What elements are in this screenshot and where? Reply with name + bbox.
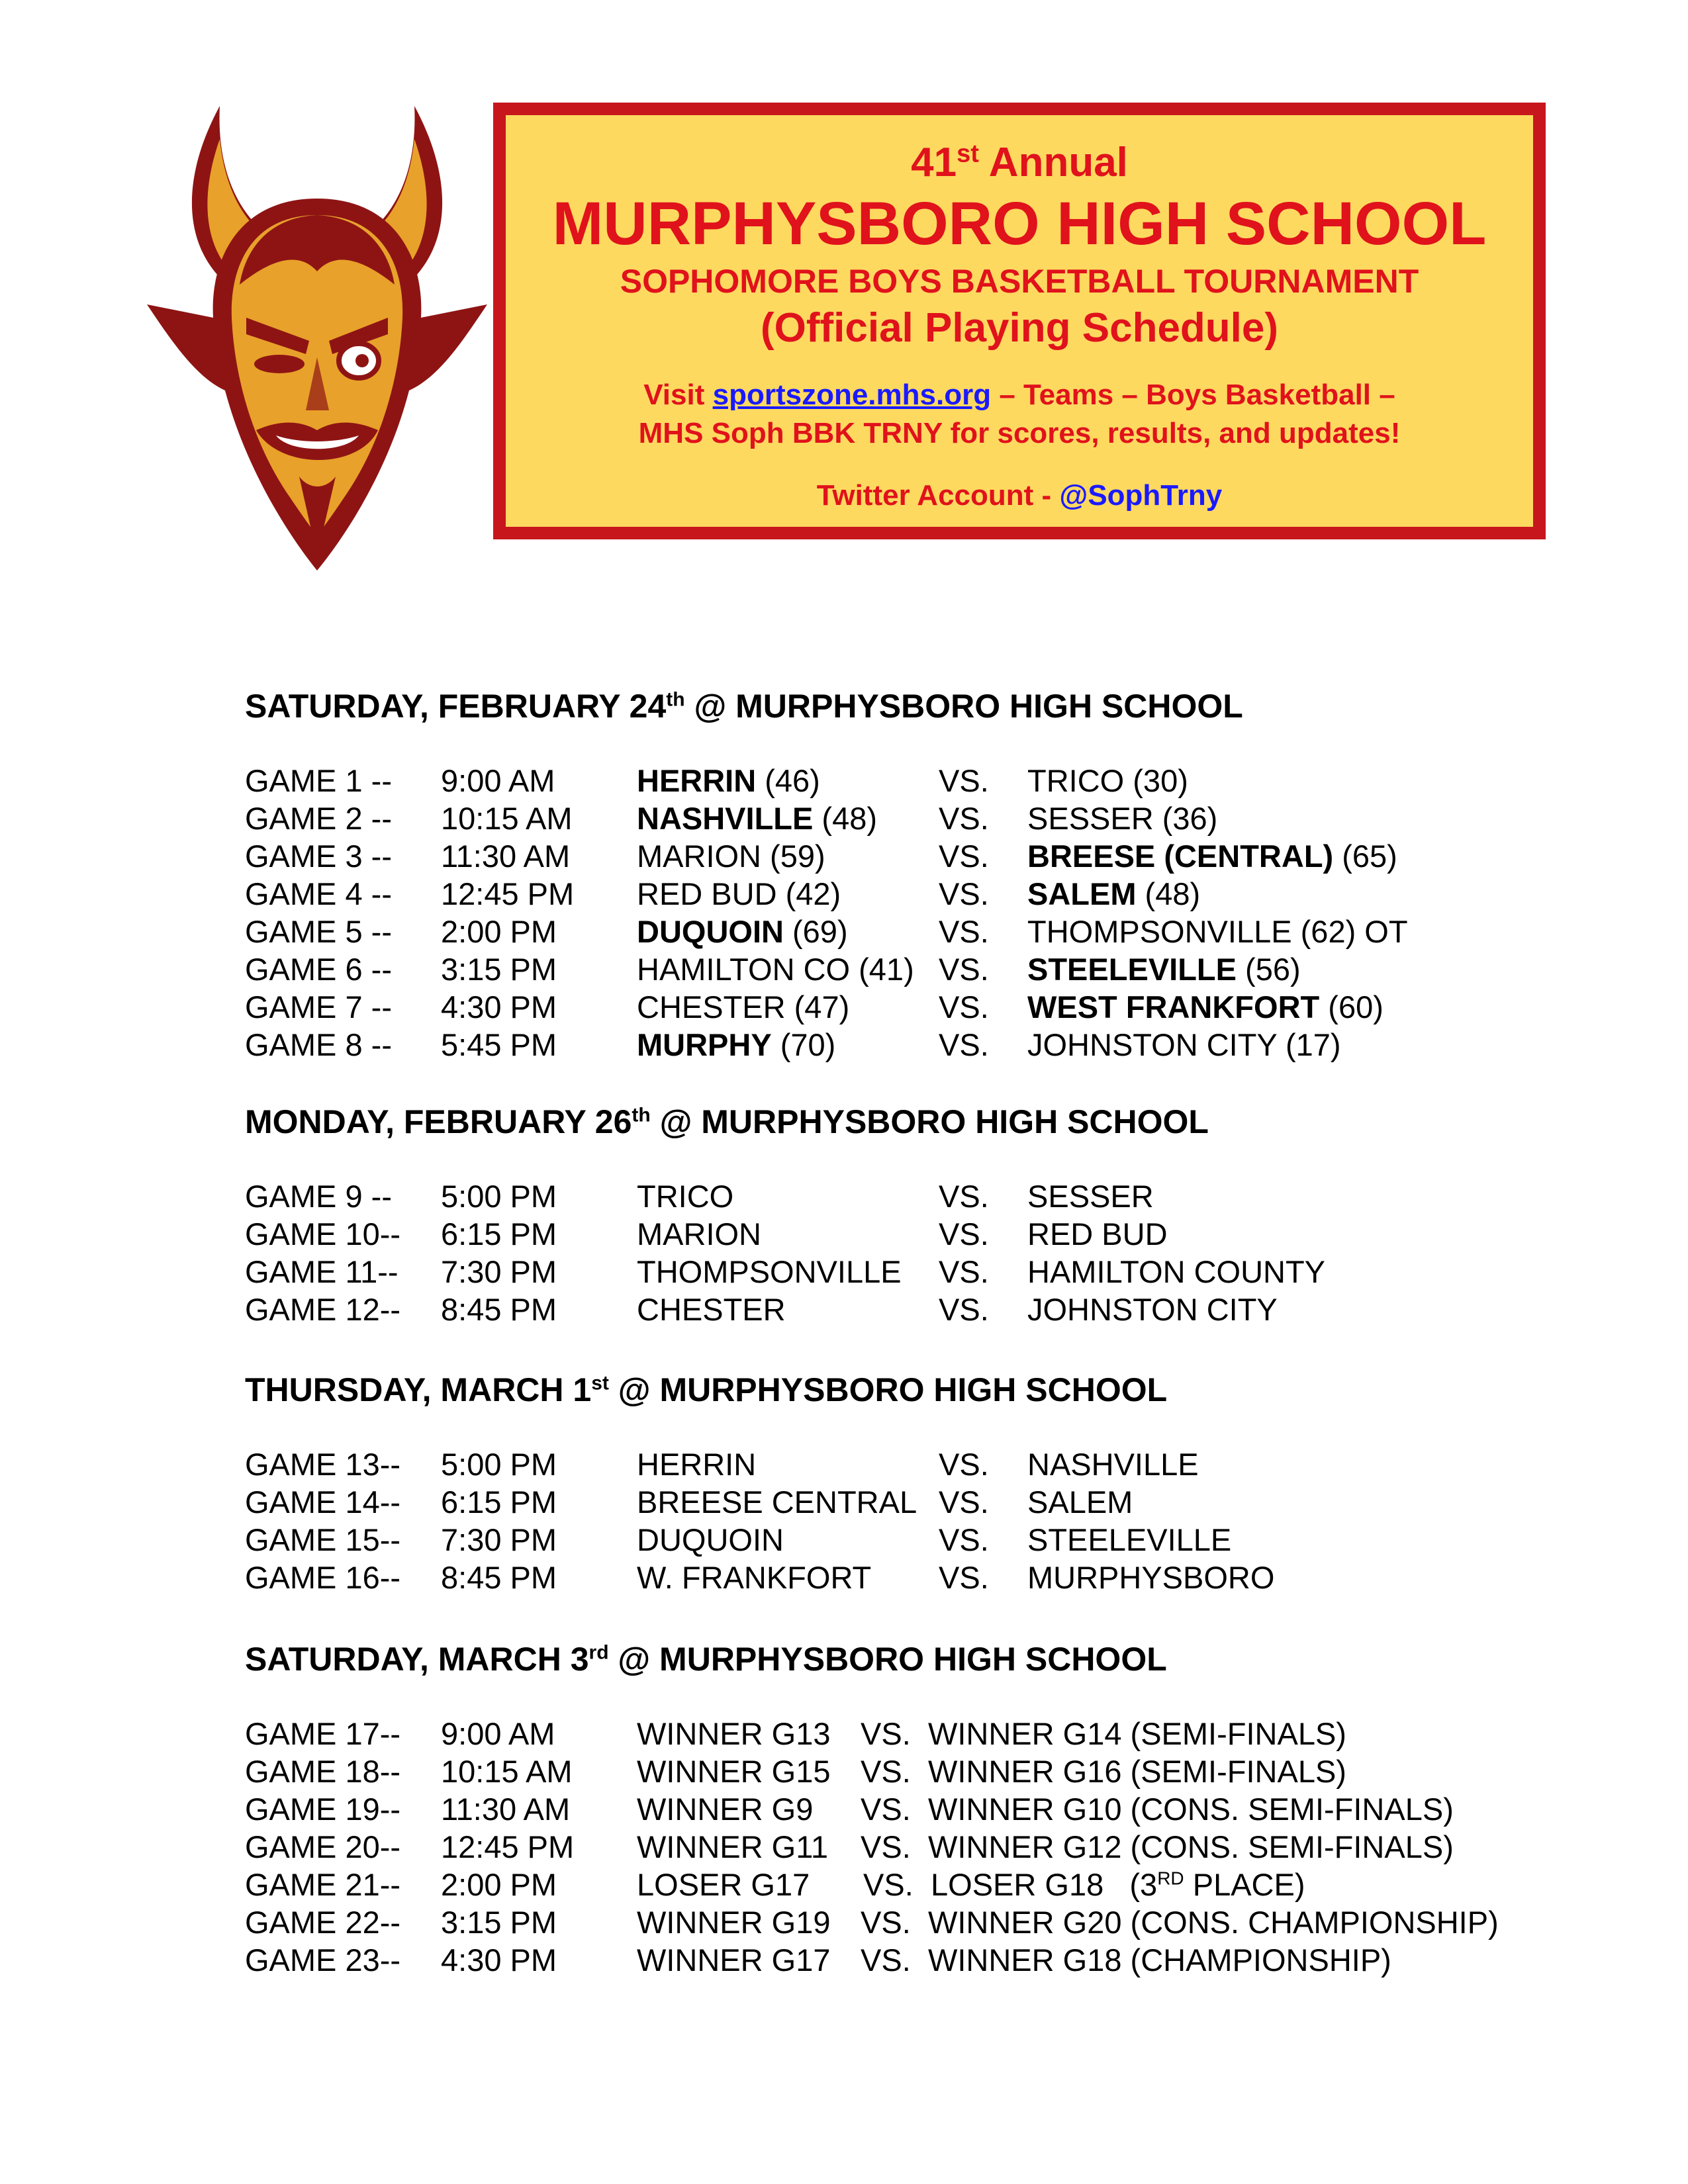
heading-venue: @ MURPHYSBORO HIGH SCHOOL bbox=[684, 688, 1243, 725]
home-score: (70) bbox=[771, 1027, 836, 1062]
home-team bbox=[637, 1715, 831, 1752]
away-team-name: STEELEVILLE bbox=[1027, 952, 1237, 987]
game-number: GAME 10-- bbox=[245, 1216, 401, 1251]
home-team bbox=[637, 988, 849, 1026]
away-team bbox=[1027, 762, 1188, 799]
away-team-name: JOHNSTON CITY bbox=[1027, 1027, 1277, 1062]
home-team-name: DUQUOIN bbox=[637, 914, 784, 949]
versus-label: VS. bbox=[861, 1792, 911, 1827]
game-time: 5:00 PM bbox=[441, 1179, 557, 1214]
home-team bbox=[637, 837, 825, 875]
home-team-name: RED BUD bbox=[637, 876, 777, 911]
away-score: (65) bbox=[1333, 839, 1397, 874]
home-team bbox=[637, 762, 820, 799]
away-team bbox=[1027, 1253, 1325, 1291]
home-team-name: HERRIN bbox=[637, 1447, 757, 1482]
home-team bbox=[637, 1177, 733, 1215]
home-team-name: DUQUOIN bbox=[637, 1522, 784, 1557]
section-heading bbox=[245, 1102, 1569, 1142]
home-team bbox=[637, 875, 841, 913]
home-team-name: WINNER G13 bbox=[637, 1716, 831, 1751]
game-row bbox=[245, 1483, 1569, 1521]
away-team bbox=[928, 1790, 1454, 1828]
away-team bbox=[931, 1866, 1305, 1903]
away-team-name: HAMILTON COUNTY bbox=[1027, 1254, 1326, 1289]
home-score: (42) bbox=[776, 876, 841, 911]
home-team-name: HAMILTON CO bbox=[637, 952, 851, 987]
game-row bbox=[245, 1291, 1569, 1328]
game-number: GAME 18-- bbox=[245, 1754, 401, 1789]
game-time: 2:00 PM bbox=[441, 1867, 557, 1902]
home-team-name: WINNER G15 bbox=[637, 1754, 831, 1789]
game-row bbox=[245, 837, 1569, 875]
section-mar-3 bbox=[245, 1639, 1569, 1979]
away-team-name: SESSER bbox=[1027, 1179, 1154, 1214]
away-score: (30) bbox=[1124, 763, 1188, 798]
home-team-name: W. FRANKFORT bbox=[637, 1560, 872, 1595]
home-team bbox=[637, 1521, 784, 1559]
game-time: 5:45 PM bbox=[441, 1027, 557, 1062]
game-number: GAME 22-- bbox=[245, 1905, 401, 1940]
game-row bbox=[245, 1559, 1569, 1596]
home-team bbox=[637, 1026, 835, 1064]
school-name: MURPHYSBORO HIGH SCHOOL bbox=[552, 190, 1487, 257]
game-row bbox=[245, 1903, 1569, 1941]
away-team bbox=[1027, 1559, 1274, 1596]
game-row bbox=[245, 950, 1569, 988]
heading-venue: @ MURPHYSBORO HIGH SCHOOL bbox=[650, 1103, 1209, 1140]
game-number: GAME 16-- bbox=[245, 1560, 401, 1595]
home-team-name: NASHVILLE bbox=[637, 801, 814, 836]
home-team-name: HERRIN bbox=[637, 763, 757, 798]
game-number: GAME 23-- bbox=[245, 1942, 401, 1978]
game-time: 8:45 PM bbox=[441, 1292, 557, 1327]
home-team-name: THOMPSONVILLE bbox=[637, 1254, 902, 1289]
heading-venue: @ MURPHYSBORO HIGH SCHOOL bbox=[608, 1371, 1168, 1408]
away-team bbox=[1027, 1177, 1154, 1215]
game-list bbox=[245, 1177, 1569, 1328]
versus-label: VS. bbox=[939, 839, 989, 874]
game-time: 11:30 AM bbox=[441, 839, 571, 874]
game-number: GAME 12-- bbox=[245, 1292, 401, 1327]
home-team bbox=[637, 913, 848, 950]
game-row bbox=[245, 1253, 1569, 1291]
away-team bbox=[1027, 1445, 1199, 1483]
game-number: GAME 14-- bbox=[245, 1484, 401, 1520]
away-team-name: SESSER bbox=[1027, 801, 1154, 836]
home-team-name: LOSER G17 bbox=[637, 1867, 810, 1902]
game-number: GAME 21-- bbox=[245, 1867, 401, 1902]
twitter-handle[interactable]: @SophTrny bbox=[1059, 479, 1223, 512]
home-team bbox=[637, 1866, 810, 1903]
away-score: (48) bbox=[1136, 876, 1201, 911]
home-team-name: WINNER G17 bbox=[637, 1942, 831, 1978]
versus-label: VS. bbox=[939, 952, 989, 987]
home-score: (41) bbox=[850, 952, 914, 987]
game-time: 9:00 AM bbox=[441, 763, 555, 798]
home-score: (46) bbox=[756, 763, 820, 798]
home-team-name: WINNER G19 bbox=[637, 1905, 831, 1940]
game-row bbox=[245, 1177, 1569, 1215]
place-label: PLACE) bbox=[1184, 1867, 1305, 1902]
section-heading bbox=[245, 1370, 1569, 1410]
heading-venue: @ MURPHYSBORO HIGH SCHOOL bbox=[608, 1641, 1167, 1678]
game-number: GAME 8 -- bbox=[245, 1027, 392, 1062]
away-team-name: STEELEVILLE bbox=[1027, 1522, 1232, 1557]
away-team-name: MURPHYSBORO bbox=[1027, 1560, 1275, 1595]
away-team-name: WINNER G16 (SEMI-FINALS) bbox=[928, 1754, 1346, 1789]
away-team bbox=[1027, 1291, 1278, 1328]
home-team bbox=[637, 1215, 761, 1253]
versus-label: VS. bbox=[939, 1447, 989, 1482]
game-time: 3:15 PM bbox=[441, 952, 557, 987]
game-time: 12:45 PM bbox=[441, 1829, 575, 1864]
home-team bbox=[637, 1291, 786, 1328]
versus-label: VS. bbox=[861, 1829, 911, 1864]
away-team bbox=[1027, 875, 1200, 913]
game-row bbox=[245, 1521, 1569, 1559]
game-list bbox=[245, 1715, 1569, 1979]
heading-ordinal: th bbox=[666, 688, 685, 711]
home-team bbox=[637, 1941, 831, 1979]
away-team-name: LOSER G18 (3 bbox=[931, 1867, 1158, 1902]
schedule-subtitle: (Official Playing Schedule) bbox=[760, 305, 1279, 351]
game-time: 6:15 PM bbox=[441, 1484, 557, 1520]
home-team bbox=[637, 1828, 828, 1866]
section-heading bbox=[245, 1639, 1569, 1679]
versus-label: VS. bbox=[861, 1754, 911, 1789]
versus-label: VS. bbox=[863, 1867, 914, 1902]
versus-label: VS. bbox=[861, 1942, 911, 1978]
twitter-line: Twitter Account - @SophTrny bbox=[816, 479, 1223, 512]
game-row bbox=[245, 762, 1569, 799]
game-row bbox=[245, 1828, 1569, 1866]
header-banner bbox=[493, 103, 1546, 539]
game-number: GAME 17-- bbox=[245, 1716, 401, 1751]
game-row bbox=[245, 1752, 1569, 1790]
game-number: GAME 4 -- bbox=[245, 876, 392, 911]
section-mar-1 bbox=[245, 1370, 1569, 1596]
home-team bbox=[637, 1790, 813, 1828]
home-team-name: CHESTER bbox=[637, 989, 786, 1024]
home-score: (69) bbox=[783, 914, 848, 949]
home-team bbox=[637, 1903, 831, 1941]
game-number: GAME 3 -- bbox=[245, 839, 392, 874]
heading-ordinal: rd bbox=[588, 1641, 609, 1664]
game-time: 12:45 PM bbox=[441, 876, 575, 911]
away-team bbox=[928, 1941, 1391, 1979]
game-time: 11:30 AM bbox=[441, 1792, 571, 1827]
game-number: GAME 11-- bbox=[245, 1254, 399, 1289]
away-team-name: TRICO bbox=[1027, 763, 1125, 798]
home-team bbox=[637, 1752, 831, 1790]
away-team-name: JOHNSTON CITY bbox=[1027, 1292, 1278, 1327]
versus-label: VS. bbox=[939, 1179, 989, 1214]
heading-ordinal: st bbox=[591, 1372, 609, 1394]
away-team bbox=[1027, 913, 1408, 950]
away-team-name: SALEM bbox=[1027, 876, 1137, 911]
home-score: (47) bbox=[785, 989, 850, 1024]
home-team bbox=[637, 799, 877, 837]
game-time: 4:30 PM bbox=[441, 1942, 557, 1978]
red-devil-mascot-icon bbox=[147, 99, 487, 572]
versus-label: VS. bbox=[939, 1216, 989, 1251]
game-time: 8:45 PM bbox=[441, 1560, 557, 1595]
game-time: 3:15 PM bbox=[441, 1905, 557, 1940]
versus-label: VS. bbox=[939, 989, 989, 1024]
versus-label: VS. bbox=[939, 914, 989, 949]
versus-label: VS. bbox=[939, 1254, 989, 1289]
game-row bbox=[245, 875, 1569, 913]
home-team-name: MURPHY bbox=[637, 1027, 772, 1062]
heading-date: SATURDAY, FEBRUARY 24 bbox=[245, 688, 667, 725]
versus-label: VS. bbox=[939, 801, 989, 836]
away-team-name: WINNER G18 (CHAMPIONSHIP) bbox=[928, 1942, 1391, 1978]
game-row bbox=[245, 1790, 1569, 1828]
away-team bbox=[1027, 1215, 1168, 1253]
place-ordinal: RD bbox=[1157, 1868, 1184, 1889]
home-score: (59) bbox=[761, 839, 825, 874]
versus-label: VS. bbox=[939, 1522, 989, 1557]
home-team-name: MARION bbox=[637, 1216, 761, 1251]
away-team bbox=[1027, 1521, 1231, 1559]
away-team-name: WINNER G20 (CONS. CHAMPIONSHIP) bbox=[928, 1905, 1499, 1940]
away-team bbox=[1027, 950, 1301, 988]
away-team bbox=[1027, 1483, 1133, 1521]
heading-date: MONDAY, FEBRUARY 26 bbox=[245, 1103, 632, 1140]
game-number: GAME 20-- bbox=[245, 1829, 401, 1864]
away-team-name: WEST FRANKFORT bbox=[1027, 989, 1320, 1024]
game-row bbox=[245, 1445, 1569, 1483]
away-team bbox=[1027, 1026, 1341, 1064]
away-team bbox=[1027, 988, 1383, 1026]
home-team bbox=[637, 950, 914, 988]
versus-label: VS. bbox=[939, 1560, 989, 1595]
versus-label: VS. bbox=[861, 1905, 911, 1940]
game-row bbox=[245, 1941, 1569, 1979]
versus-label: VS. bbox=[861, 1716, 911, 1751]
home-team bbox=[637, 1483, 917, 1521]
home-team-name: TRICO bbox=[637, 1179, 734, 1214]
away-score: (17) bbox=[1276, 1027, 1341, 1062]
game-number: GAME 5 -- bbox=[245, 914, 392, 949]
game-row bbox=[245, 913, 1569, 950]
versus-label: VS. bbox=[939, 876, 989, 911]
away-team-name: NASHVILLE bbox=[1027, 1447, 1199, 1482]
game-row bbox=[245, 1215, 1569, 1253]
away-team bbox=[1027, 837, 1397, 875]
annual-edition: 41st Annual bbox=[911, 140, 1128, 185]
away-score: (56) bbox=[1237, 952, 1301, 987]
game-time: 7:30 PM bbox=[441, 1254, 557, 1289]
home-team bbox=[637, 1559, 871, 1596]
game-list bbox=[245, 762, 1569, 1064]
versus-label: VS. bbox=[939, 1292, 989, 1327]
game-row bbox=[245, 799, 1569, 837]
away-score: (60) bbox=[1319, 989, 1383, 1024]
away-team bbox=[928, 1828, 1454, 1866]
tournament-name: SOPHOMORE BOYS BASKETBALL TOURNAMENT bbox=[620, 263, 1419, 300]
away-team bbox=[1027, 799, 1217, 837]
game-time: 7:30 PM bbox=[441, 1522, 557, 1557]
versus-label: VS. bbox=[939, 763, 989, 798]
game-number: GAME 13-- bbox=[245, 1447, 401, 1482]
away-team-name: SALEM bbox=[1027, 1484, 1133, 1520]
visit-line: Visit sportszone.mhs.org – Teams – Boys Basketball – MHS Soph BBK TRNY for scores, results, and updates! bbox=[638, 379, 1401, 449]
heading-ordinal: th bbox=[632, 1104, 651, 1126]
game-row bbox=[245, 1715, 1569, 1752]
away-team-name: THOMPSONVILLE bbox=[1027, 914, 1292, 949]
game-time: 9:00 AM bbox=[441, 1716, 555, 1751]
game-time: 10:15 AM bbox=[441, 1754, 573, 1789]
away-team bbox=[928, 1752, 1346, 1790]
game-number: GAME 2 -- bbox=[245, 801, 392, 836]
away-team-name: WINNER G12 (CONS. SEMI-FINALS) bbox=[928, 1829, 1454, 1864]
home-team-name: MARION bbox=[637, 839, 761, 874]
game-number: GAME 9 -- bbox=[245, 1179, 392, 1214]
home-team-name: WINNER G9 bbox=[637, 1792, 814, 1827]
home-team bbox=[637, 1445, 756, 1483]
game-row bbox=[245, 1026, 1569, 1064]
game-row bbox=[245, 988, 1569, 1026]
game-time: 5:00 PM bbox=[441, 1447, 557, 1482]
heading-date: THURSDAY, MARCH 1 bbox=[245, 1371, 592, 1408]
home-team-name: CHESTER bbox=[637, 1292, 786, 1327]
home-team-name: BREESE CENTRAL bbox=[637, 1484, 917, 1520]
game-number: GAME 15-- bbox=[245, 1522, 401, 1557]
away-team bbox=[928, 1715, 1346, 1752]
home-team bbox=[637, 1253, 902, 1291]
game-number: GAME 1 -- bbox=[245, 763, 392, 798]
away-team bbox=[928, 1903, 1499, 1941]
away-team-name: WINNER G10 (CONS. SEMI-FINALS) bbox=[928, 1792, 1454, 1827]
home-team-name: WINNER G11 bbox=[637, 1829, 828, 1864]
away-score: (62) OT bbox=[1291, 914, 1408, 949]
away-team-name: WINNER G14 (SEMI-FINALS) bbox=[928, 1716, 1346, 1751]
home-score: (48) bbox=[813, 801, 877, 836]
game-number: GAME 6 -- bbox=[245, 952, 392, 987]
game-time: 10:15 AM bbox=[441, 801, 573, 836]
away-team-name: RED BUD bbox=[1027, 1216, 1168, 1251]
versus-label: VS. bbox=[939, 1484, 989, 1520]
game-number: GAME 19-- bbox=[245, 1792, 401, 1827]
game-number: GAME 7 -- bbox=[245, 989, 392, 1024]
game-row bbox=[245, 1866, 1569, 1903]
away-team-name: BREESE (CENTRAL) bbox=[1027, 839, 1334, 874]
section-feb-26 bbox=[245, 1102, 1569, 1328]
game-time: 4:30 PM bbox=[441, 989, 557, 1024]
game-time: 6:15 PM bbox=[441, 1216, 557, 1251]
section-feb-24 bbox=[245, 686, 1569, 1064]
versus-label: VS. bbox=[939, 1027, 989, 1062]
away-score: (36) bbox=[1153, 801, 1218, 836]
heading-date: SATURDAY, MARCH 3 bbox=[245, 1641, 589, 1678]
game-time: 2:00 PM bbox=[441, 914, 557, 949]
sportszone-link[interactable]: sportszone.mhs.org bbox=[712, 379, 992, 411]
game-list bbox=[245, 1445, 1569, 1596]
section-heading bbox=[245, 686, 1569, 726]
